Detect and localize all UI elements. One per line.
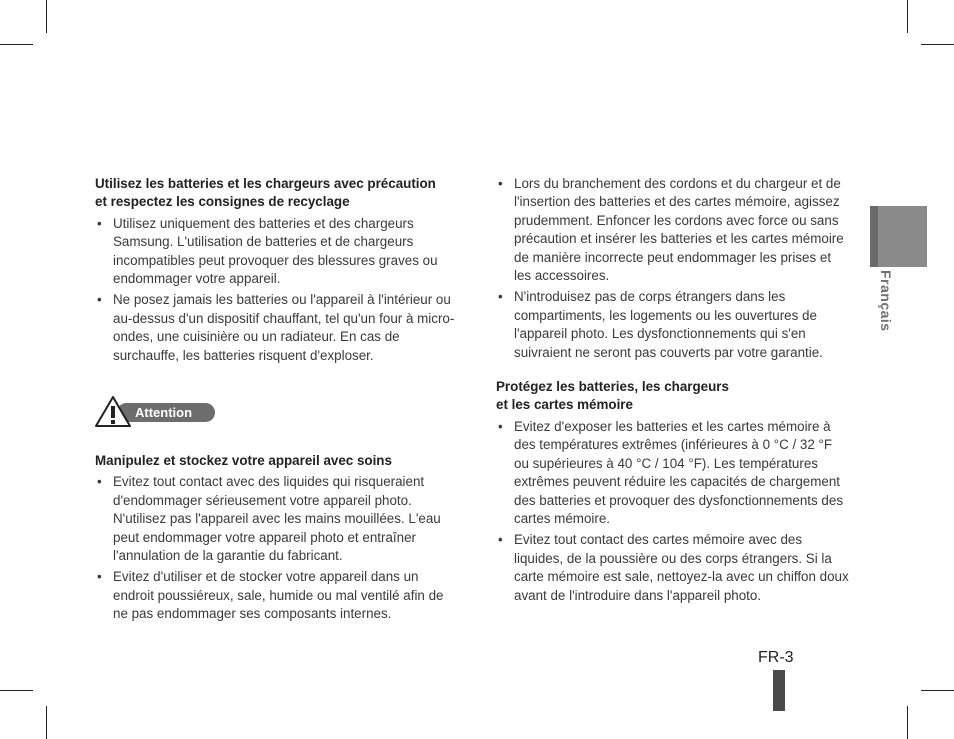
page-number: FR-3 — [758, 649, 794, 666]
heading-line: et les cartes mémoire — [496, 397, 633, 413]
warning-triangle-icon — [95, 396, 131, 428]
bullet-list — [95, 473, 461, 623]
left-column-top — [95, 175, 461, 368]
crop-mark — [907, 0, 908, 33]
section-heading-batteries — [95, 175, 461, 212]
section-heading-handling: Manipulez et stockez votre appareil avec soins — [95, 453, 392, 468]
heading-line: Utilisez les batteries et les chargeurs avec précaution — [95, 176, 436, 191]
list-item: • Evitez d'exposer les batteries et les cartes mémoire à des températures extrêmes (inférieures à 0 °C / 32 °F ou supérieures à 40 °C / 104 °F). Les températures extrêmes peuvent réduire les capacités de chargement des batteries et provoquer des dysfonctionnements des cartes mémoire. — [496, 418, 850, 528]
list-item: • Evitez d'utiliser et de stocker votre appareil dans un endroit poussiéreux, sale, humide ou mal ventilé afin de ne pas endommager ses composants internes. — [95, 568, 461, 623]
crop-mark — [0, 44, 33, 45]
crop-mark — [46, 706, 47, 739]
crop-mark — [46, 0, 47, 33]
attention-badge — [95, 396, 220, 428]
attention-label: Attention — [135, 405, 193, 420]
heading-line: Protégez les batteries, les chargeurs — [496, 379, 729, 395]
bullet-list — [496, 175, 850, 362]
list-item: • Lors du branchement des cordons et du chargeur et de l'insertion des batteries et des cartes mémoire, agissez prudemment. Enfoncer les cordons avec force ou sans précaution et insérer les batteries et les cartes mémoire de manière incorrecte peut endommager les prises et les accessoires. — [496, 175, 850, 285]
list-item: • Ne posez jamais les batteries ou l'appareil à l'intérieur ou au-dessus d'un dispositif chauffant, tel qu'un four à micro-ondes, une cuisinière ou un radiateur. En cas de surchauffe, les batteries risquent d'exploser. — [95, 291, 461, 365]
bullet-list — [496, 418, 850, 605]
left-column-bottom — [95, 452, 461, 627]
language-tab-edge — [870, 206, 878, 267]
list-item: • Evitez tout contact avec des liquides qui risqueraient d'endommager sérieusement votre appareil photo. N'utilisez pas l'appareil avec les mains mouillées. L'eau peut endommager votre appareil photo et entraîner l'annulation de la garantie du fabricant. — [95, 473, 461, 565]
list-item: • Utilisez uniquement des batteries et des chargeurs Samsung. L'utilisation de batteries et de chargeurs incompatibles peut provoquer des blessures graves ou endommager votre appareil. — [95, 215, 461, 289]
right-column — [496, 175, 850, 608]
section-heading-protect — [496, 378, 850, 415]
crop-mark — [0, 690, 33, 691]
heading-line: et respectez les consignes de recyclage — [95, 194, 350, 210]
crop-mark — [907, 706, 908, 739]
crop-mark — [921, 690, 954, 691]
page-number-bar — [773, 670, 785, 711]
crop-mark — [921, 44, 954, 45]
language-tab — [870, 206, 927, 267]
list-item: • N'introduisez pas de corps étrangers dans les compartiments, les logements ou les ouvertures de l'appareil photo. Les dysfonctionnements qui s'en suivraient ne seront pas couverts par votre garantie. — [496, 288, 850, 362]
bullet-list — [95, 215, 461, 365]
language-label: Français — [878, 270, 894, 332]
list-item: • Evitez tout contact des cartes mémoire avec des liquides, de la poussière ou des corps étrangers. Si la carte mémoire est sale, nettoyez-la avec un chiffon doux avant de l'introduire dans l'appareil photo. — [496, 531, 850, 605]
